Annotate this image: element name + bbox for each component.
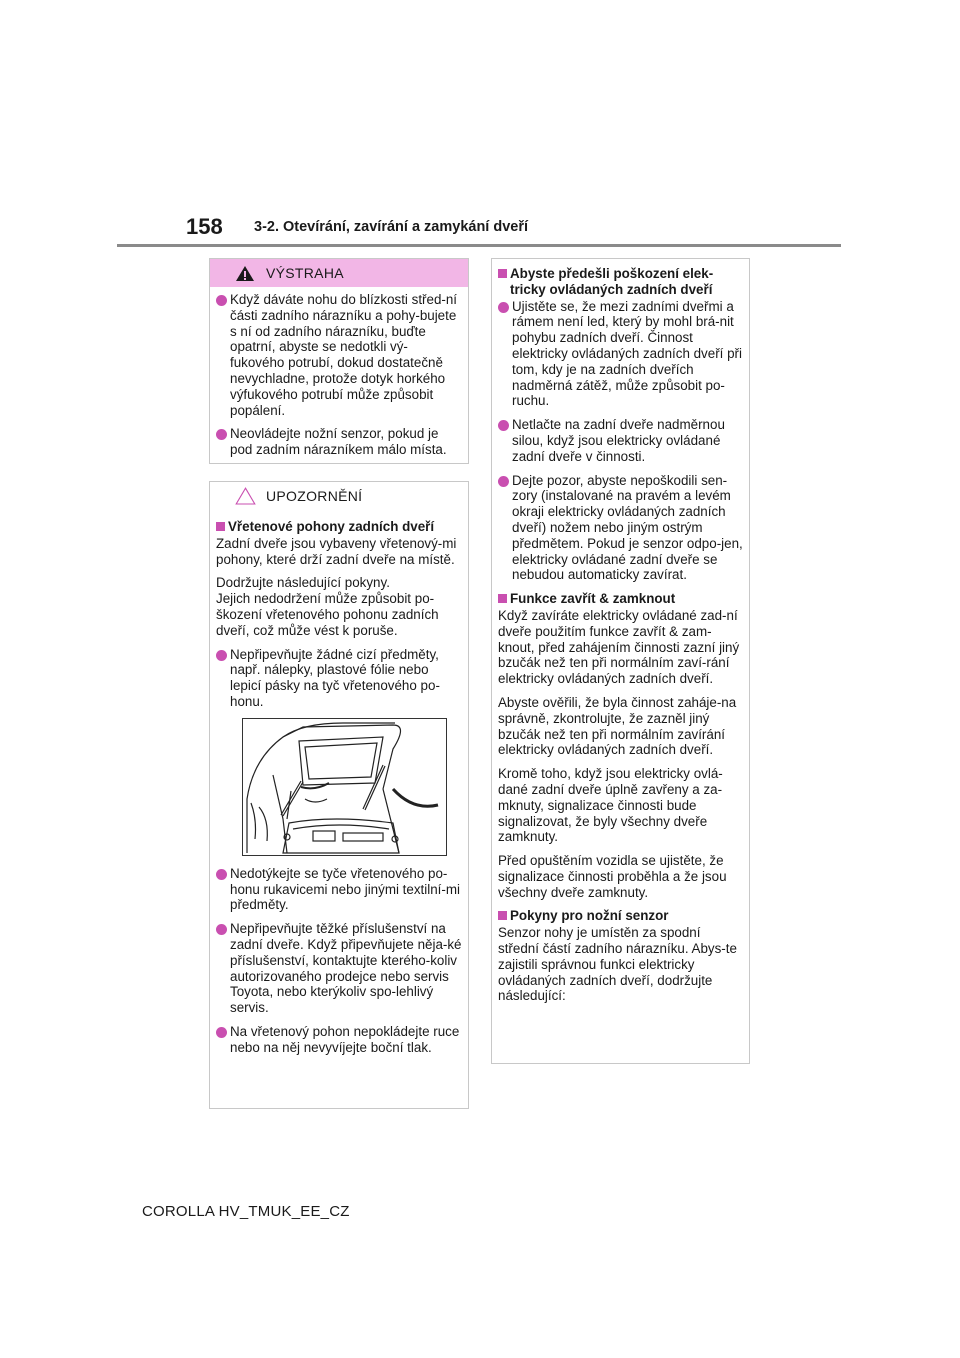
caution-header [210, 482, 468, 514]
tailgate-drawing [243, 719, 446, 855]
warning-header [210, 259, 468, 287]
close-lock-para-4: Před opuštěním vozidla se ujistěte, že signalizace činnosti proběhla a že jsou všechny dveře zamknuty. [498, 853, 727, 900]
caution-notice: Dodržujte následující pokyny. Jejich nedodržení může způsobit po-škození vřetenového pohonu zadních dveří, což může vést k poruše. [216, 575, 439, 638]
caution-bullet-4: Na vřetenový pohon nepokládejte ruce nebo na něj nevyvíjejte boční tlak. [216, 1024, 462, 1056]
foot-sensor-para: Senzor nohy je umístěn za spodní střední částí zadního nárazníku. Abys-te zajistili správnou funkci elektricky ovládaných zadních dveří, dodržujte následující: [498, 925, 737, 1004]
warning-bullet-2: Neovládejte nožní senzor, pokud je pod zadním nárazníkem málo místa. [216, 426, 462, 458]
caution-continued-box [491, 258, 750, 1064]
right-bullet-2: Netlačte na zadní dveře nadměrnou silou, když jsou elektricky ovládané zadní dveře v činnosti. [498, 417, 743, 464]
caution-bullet-2: Nedotýkejte se tyče vřetenového po-honu rukavicemi nebo jinými textilní-mi předměty. [216, 866, 462, 913]
section-title: 3-2. Otevírání, zavírání a zamykání dveří [254, 219, 529, 235]
caution-content [210, 514, 468, 1056]
caution-continued-content [492, 259, 749, 1004]
warning-box [209, 258, 469, 464]
caution-icon [235, 487, 256, 505]
warning-icon [235, 265, 255, 282]
close-lock-para-3: Kromě toho, když jsou elektricky ovlá-dané zadní dveře úplně zavřeny a za-mknuty, signalizace činnosti bude signalizovat, že byly všechny dveře zamknuty. [498, 766, 723, 845]
warning-content [210, 287, 468, 458]
warning-title: VÝSTRAHA [266, 265, 344, 281]
right-bullet-3: Dejte pozor, abyste nepoškodili sen-zory (instalované na pravém a levém okraji elektricky ovládaných zadních dveří) nožem nebo jiným ostrým předmětem. Pokud je senzor odpo-jen, elektricky ovládané zadní dveře se nebudou automaticky zavírat. [498, 473, 743, 584]
heading-foot-sensor: Pokyny pro nožní senzor [498, 908, 743, 924]
caution-title: UPOZORNĚNÍ [266, 488, 363, 504]
heading-close-lock: Funkce zavřít & zamknout [498, 591, 743, 607]
page-number: 158 [186, 214, 223, 239]
tailgate-strut-illustration [242, 718, 447, 856]
caution-bullet-1: Nepřipevňujte žádné cizí předměty, např. nálepky, plastové fólie nebo lepicí pásky na tyč vřetenového po-honu. [216, 647, 462, 710]
close-lock-para-1: Když zavíráte elektricky ovládané zad-ní dveře použitím funkce zavřít & zam-knout, před zahájením činnosti zazní jiný bzučák než ten při normálním zaví-rání elektricky ovládaných zadních dveří. [498, 607, 740, 687]
caution-intro: Zadní dveře jsou vybaveny vřetenový-mi pohony, které drží zadní dveře na místě. [216, 535, 457, 567]
caution-box [209, 481, 469, 1109]
header-rule [117, 244, 841, 247]
close-lock-para-2: Abyste ověřili, že byla činnost zaháje-na správně, zkontrolujte, že zazněl jiný bzučák než ten při normálním zavírání elektricky ovládaných zadních dveří. [498, 694, 737, 758]
heading-prevent-damage: Abyste předešli poškození elek-tricky ovládaných zadních dveří [498, 266, 743, 298]
footer-doc-code: COROLLA HV_TMUK_EE_CZ [142, 1203, 350, 1220]
right-bullet-1: Ujistěte se, že mezi zadními dveřmi a rámem není led, který by mohl brá-nit pohybu zadních dveří. Činnost elektricky ovládaných zadních dveří při tom, kdy je na zadních dveřích nadměrná zátěž, může způsobit po-ruchu. [498, 299, 743, 410]
caution-bullet-3: Nepřipevňujte těžké příslušenství na zadní dveře. Když připevňujete něja-ké příslušenství, kontaktujte kterého-koliv autorizovaného prodejce nebo servis Toyota, nebo kterýkoliv spo-lehlivý servis. [216, 921, 462, 1016]
caution-heading: Vřetenové pohony zadních dveří [216, 519, 462, 535]
warning-bullet-1: Když dáváte nohu do blízkosti střed-ní části zadního nárazníku a pohy-bujete s ní od zadního nárazníku, buďte opatrní, abyste se nedotkli vý-fukového potrubí, dokud dostatečně nevychladne, protože dotyk horkého výfukového potrubí může způsobit popálení. [216, 292, 462, 418]
